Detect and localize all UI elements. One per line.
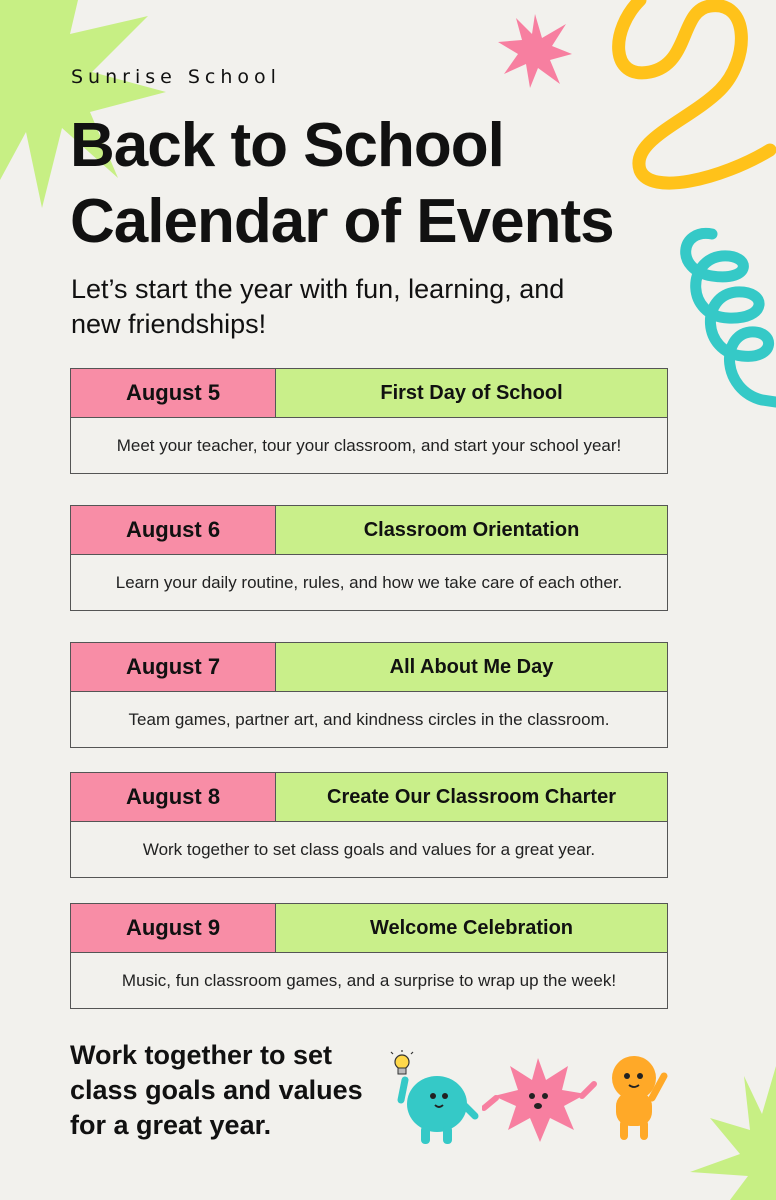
event-description: Meet your teacher, tour your classroom, and start your school year! <box>116 435 622 455</box>
event-description: Music, fun classroom games, and a surprise to wrap up the week! <box>121 970 617 990</box>
event-date: August 5 <box>71 369 276 417</box>
event-date: August 6 <box>71 506 276 554</box>
event-date: August 8 <box>71 773 276 821</box>
teal-monster-icon <box>393 1070 479 1148</box>
event-header <box>71 506 667 555</box>
title-line-2: Calendar of Events <box>70 187 614 256</box>
event-name: All About Me Day <box>276 643 667 691</box>
event-description: Team games, partner art, and kindness circles in the classroom. <box>128 709 610 729</box>
title-line-1: Back to School <box>70 111 504 180</box>
event-header <box>71 369 667 418</box>
closing-message: Work together to set class goals and values for a great year. <box>70 1040 363 1140</box>
subtitle: Let’s start the year with fun, learning, and new friendships! <box>71 274 565 339</box>
school-name: Sunrise School <box>71 66 281 88</box>
teal-coil-icon <box>672 220 776 420</box>
event-name: First Day of School <box>276 369 667 417</box>
yellow-squiggle-icon <box>600 0 776 200</box>
page-title <box>70 108 614 260</box>
orange-monster-icon <box>604 1054 674 1144</box>
event-card <box>70 772 668 878</box>
event-card <box>70 903 668 1009</box>
event-date: August 9 <box>71 904 276 952</box>
event-name: Create Our Classroom Charter <box>276 773 667 821</box>
event-name: Classroom Orientation <box>276 506 667 554</box>
pink-star-icon <box>496 12 574 90</box>
event-header <box>71 904 667 953</box>
event-description: Work together to set class goals and values for a great year. <box>142 839 596 859</box>
event-header <box>71 773 667 822</box>
green-splat-icon <box>690 1066 776 1200</box>
event-card <box>70 505 668 611</box>
pink-star-monster-icon <box>482 1056 598 1144</box>
event-card <box>70 642 668 748</box>
event-card <box>70 368 668 474</box>
event-description: Learn your daily routine, rules, and how we take care of each other. <box>115 572 623 592</box>
event-header <box>71 643 667 692</box>
event-date: August 7 <box>71 643 276 691</box>
event-name: Welcome Celebration <box>276 904 667 952</box>
